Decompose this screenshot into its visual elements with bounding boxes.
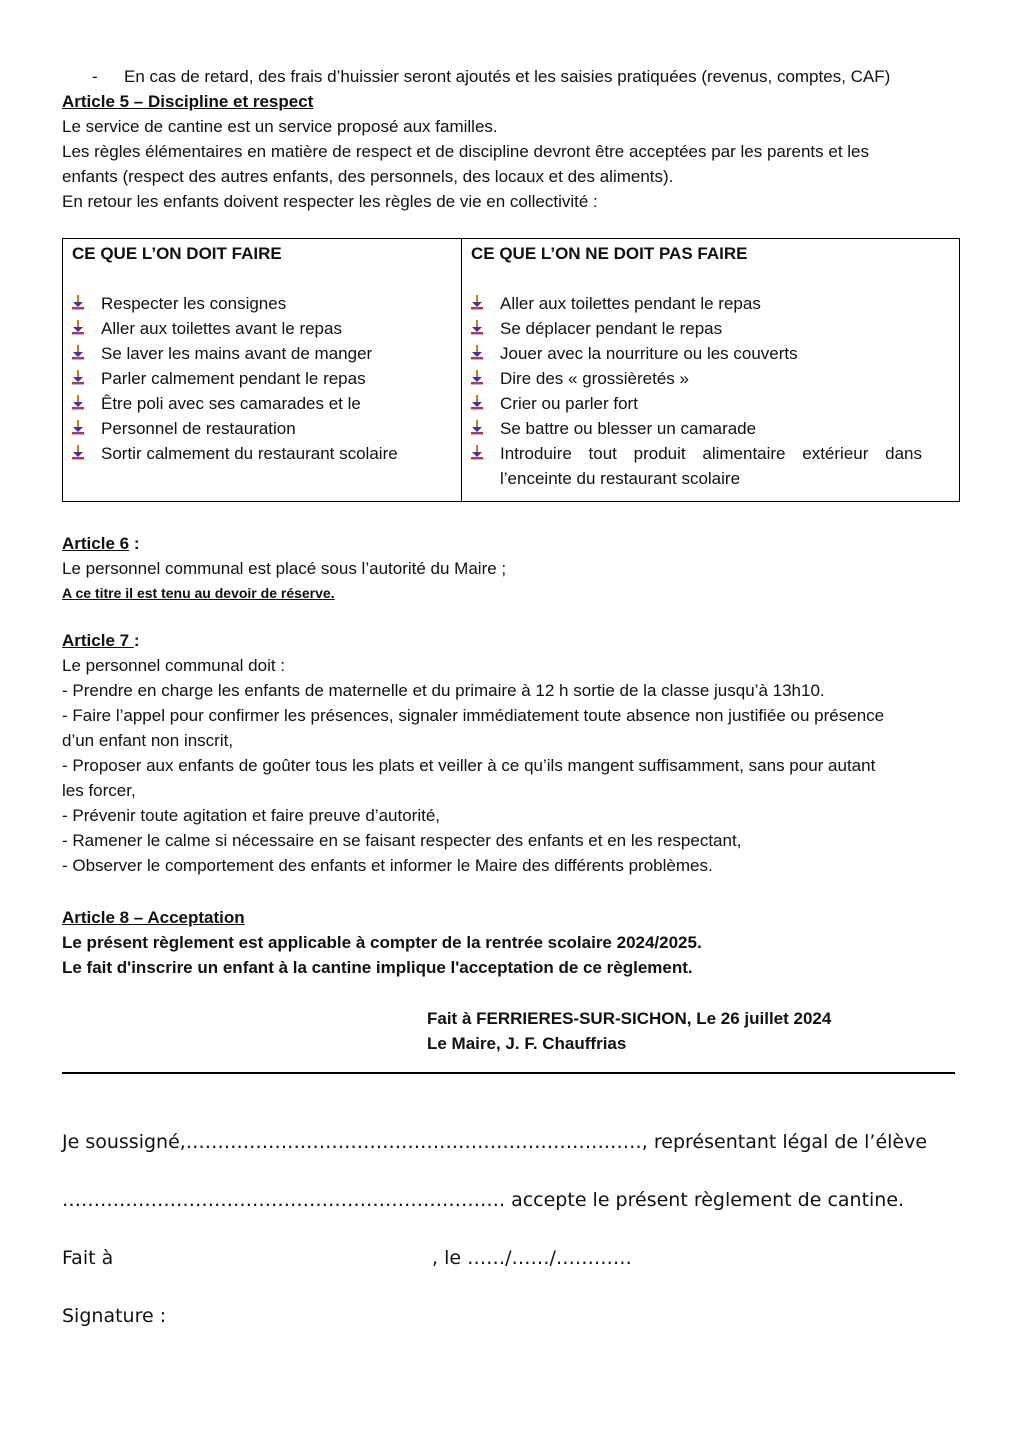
article7-duty: - Proposer aux enfants de goûter tous les plats et veiller à ce qu’ils mangent suffisamment, sans pour autant (62, 756, 876, 775)
dont-column-header: CE QUE L’ON NE DOIT PAS FAIRE (471, 244, 748, 263)
rule-item (500, 366, 922, 391)
rule-item (500, 391, 922, 416)
separator-line (62, 1072, 955, 1074)
rule-item-text: Se déplacer pendant le repas (500, 319, 723, 338)
bullet-arrow-icon (71, 345, 85, 361)
do-list (101, 291, 453, 466)
dont-column (462, 239, 959, 501)
article5-paragraph: Les règles élémentaires en matière de respect et de discipline devront être acceptées par les parents et les (62, 142, 870, 161)
rule-item (101, 416, 453, 441)
rule-item (101, 441, 453, 466)
do-column (63, 239, 462, 501)
rule-item-text: Crier ou parler fort (500, 394, 638, 413)
rule-item-text: Respecter les consignes (101, 294, 287, 313)
rule-item-text: Sortir calmement du restaurant scolaire (101, 444, 398, 463)
form-date-field: , le ……/……/………… (432, 1247, 632, 1269)
article6-heading (62, 531, 139, 556)
rule-item (101, 341, 453, 366)
rule-item-text: Dire des « grossièretés » (500, 369, 689, 388)
form-acceptance-line: ……………………………………………………………. accepte le présent règlement de cantine. (62, 1189, 905, 1211)
rule-item (500, 441, 922, 491)
article7-duty: - Ramener le calme si nécessaire en se faisant respecter des enfants et en les respectant, (62, 831, 742, 850)
bullet-arrow-icon (71, 395, 85, 411)
rule-item (500, 316, 922, 341)
bullet-arrow-icon (470, 445, 484, 461)
article5-paragraph: enfants (respect des autres enfants, des personnels, des locaux et des aliments). (62, 167, 674, 186)
list-dash: - (92, 67, 98, 86)
bullet-arrow-icon (71, 295, 85, 311)
rule-item-text: Introduire tout produit alimentaire extérieur dans l’enceinte du restaurant scolaire (500, 444, 922, 488)
article7-duty: - Prévenir toute agitation et faire preuve d’autorité, (62, 806, 440, 825)
article6-paragraph: Le personnel communal est placé sous l’autorité du Maire ; (62, 559, 507, 578)
article7-intro: Le personnel communal doit : (62, 656, 286, 675)
article7-duty: - Observer le comportement des enfants et informer le Maire des différents problèmes. (62, 856, 713, 875)
form-undersigned-line: Je soussigné,………………………………………………………………, représentant légal de l’élève (62, 1131, 928, 1153)
rule-item-text: Jouer avec la nourriture ou les couverts (500, 344, 798, 363)
form-signature-label: Signature : (62, 1305, 167, 1327)
article7-duty: les forcer, (62, 781, 136, 800)
rule-item-text: Parler calmement pendant le repas (101, 369, 366, 388)
article7-duty: - Faire l’appel pour confirmer les présences, signaler immédiatement toute absence non justifiée ou présence (62, 706, 885, 725)
article6-colon: : (129, 534, 140, 553)
article7-heading (62, 628, 139, 653)
bullet-arrow-icon (71, 445, 85, 461)
rule-item-text: Être poli avec ses camarades et le (101, 394, 361, 413)
mayor-signature: Le Maire, J. F. Chauffrias (427, 1034, 627, 1053)
article7-title: Article 7 (62, 631, 134, 650)
bullet-arrow-icon (470, 420, 484, 436)
form-fait-a-label: Fait à (62, 1247, 114, 1269)
article8-paragraph: Le présent règlement est applicable à compter de la rentrée scolaire 2024/2025. (62, 933, 702, 952)
signed-place-date: Fait à FERRIERES-SUR-SICHON, Le 26 juillet 2024 (427, 1009, 832, 1028)
rule-item (101, 366, 453, 391)
bullet-arrow-icon (71, 370, 85, 386)
article6-reserve-duty: A ce titre il est tenu au devoir de réserve. (62, 585, 335, 601)
article6-title: Article 6 (62, 534, 130, 553)
rule-item-text: Aller aux toilettes avant le repas (101, 319, 342, 338)
rule-item-text: Se battre ou blesser un camarade (500, 419, 757, 438)
rule-item (500, 341, 922, 366)
bullet-arrow-icon (470, 370, 484, 386)
bullet-arrow-icon (470, 395, 484, 411)
bullet-arrow-icon (71, 320, 85, 336)
article8-title: Article 8 – Acceptation (62, 908, 245, 927)
rule-item (101, 391, 453, 416)
article8-paragraph: Le fait d'inscrire un enfant à la cantine implique l'acceptation de ce règlement. (62, 958, 693, 977)
bullet-arrow-icon (71, 420, 85, 436)
bullet-arrow-icon (470, 320, 484, 336)
rule-item-text: Aller aux toilettes pendant le repas (500, 294, 761, 313)
rules-table (62, 238, 960, 502)
article5-paragraph: Le service de cantine est un service proposé aux familles. (62, 117, 498, 136)
do-column-header: CE QUE L’ON DOIT FAIRE (72, 244, 282, 263)
article7-duty: d’un enfant non inscrit, (62, 731, 234, 750)
rule-item-text: Personnel de restauration (101, 419, 296, 438)
rule-item-text: Se laver les mains avant de manger (101, 344, 373, 363)
bullet-arrow-icon (470, 295, 484, 311)
article7-colon: : (133, 631, 140, 650)
rule-item (500, 416, 922, 441)
late-fee-note: En cas de retard, des frais d’huissier seront ajoutés et les saisies pratiquées (revenus, comptes, CAF) (124, 67, 891, 86)
rule-item (101, 291, 453, 316)
rule-item (101, 316, 453, 341)
dont-list (500, 291, 922, 491)
article5-paragraph: En retour les enfants doivent respecter les règles de vie en collectivité : (62, 192, 598, 211)
bullet-arrow-icon (470, 345, 484, 361)
rule-item (500, 291, 922, 316)
article7-duty: - Prendre en charge les enfants de maternelle et du primaire à 12 h sortie de la classe jusqu’à 13h10. (62, 681, 825, 700)
article5-title: Article 5 – Discipline et respect (62, 92, 314, 111)
